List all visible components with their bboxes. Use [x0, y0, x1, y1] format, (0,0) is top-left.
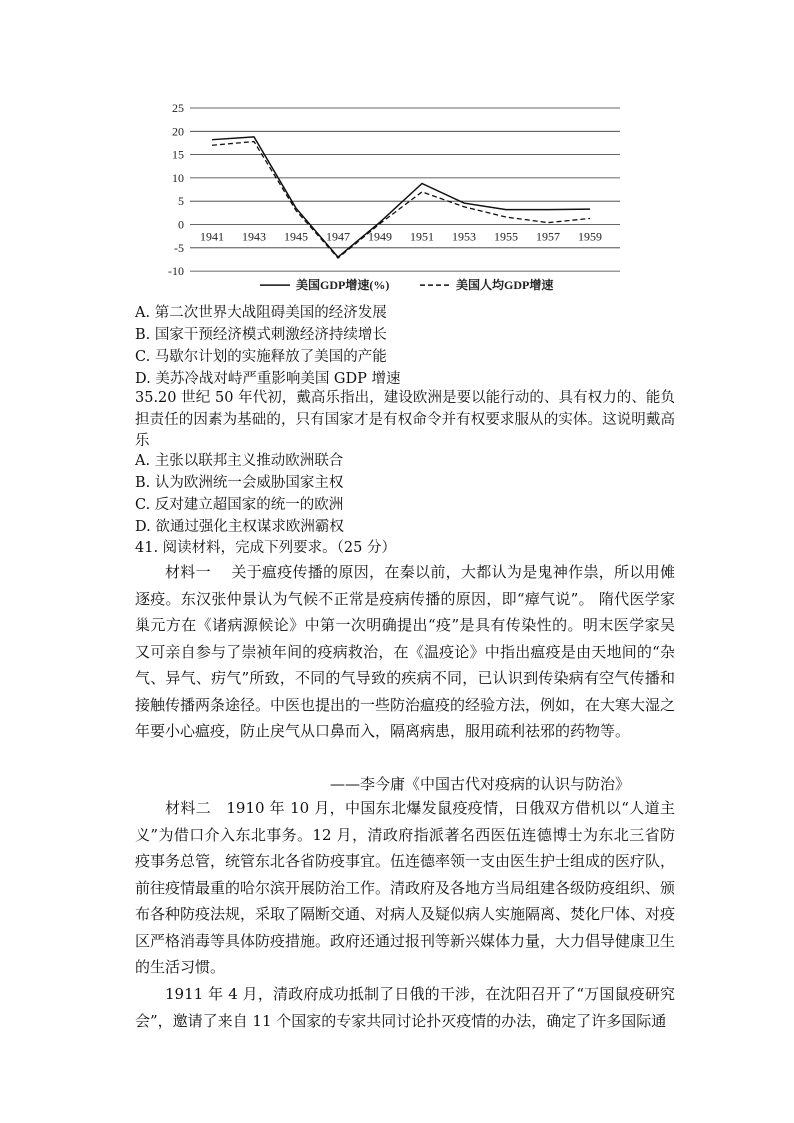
- q35-option-b: B. 认为欧洲统一会威胁国家主权: [135, 475, 344, 491]
- x-axis-tick-labels: [200, 230, 602, 244]
- y-tick-label: 5: [178, 194, 184, 209]
- x-tick-label: 1945: [284, 229, 308, 244]
- y-tick-label: -10: [168, 264, 184, 279]
- q34-option-a: A. 第二次世界大战阻碍美国的经济发展: [135, 305, 387, 321]
- chart-legend: [260, 277, 553, 292]
- y-tick-label: 20: [172, 124, 184, 139]
- q35-stem: 35.20 世纪 50 年代初，戴高乐指出，建设欧洲是要以能行动的、具有权力的、能负担责任的因素为基础的，只有国家才是有权命令并有权要求服从的实体。这说明戴高乐: [135, 390, 675, 449]
- x-tick-label: 1947: [326, 229, 350, 244]
- series-line-per-capita-gdp: [212, 142, 590, 259]
- gdp-growth-line-chart: [150, 96, 630, 306]
- q34-option-d: D. 美苏冷战对峙严重影响美国 GDP 增速: [135, 371, 401, 387]
- y-axis-tick-labels: [168, 101, 184, 278]
- material-2-continued: 1911 年 4 月，清政府成功抵制了日俄的干涉，在沈阳召开了“万国鼠疫研究会”，邀请了来自 11 个国家的专家共同讨论扑灭疫情的办法，确定了许多国际通: [135, 985, 675, 1030]
- q34-option-b: B. 国家干预经济模式刺激经济持续增长: [135, 327, 387, 343]
- y-tick-label: -5: [174, 240, 184, 255]
- legend-label: 美国人均GDP增速: [456, 278, 554, 293]
- x-tick-label: 1943: [242, 229, 266, 244]
- q41-heading: 41. 阅读材料，完成下列要求。（25 分）: [135, 540, 396, 556]
- material-1: 材料一 关于瘟疫传播的原因，在秦以前，大都认为是鬼神作祟，所以用傩逐疫。东汉张仲景认为气候不正常是疫病传播的原因，即“瘴气说”。 隋代医学家巢元方在《诸病源候论》中第一次明确提出“疫”是具有传染性的。明末医学家吴又可亲自参与了崇祯年间的疫病救治，在《温疫论》中指出瘟疫是由天地间的“杂气、异气、疠气”所致，不同的气导致的疾病不同，已认识到传染病有空气传播和接触传播两条途径。中医也提出的一些防治瘟疫的经验方法，例如，在大寒大湿之年要小心瘟疫，防止戾气从口鼻而入，隔离病患，服用疏利祛邪的药物等。: [135, 563, 676, 740]
- y-tick-label: 10: [172, 170, 184, 185]
- y-tick-label: 25: [172, 101, 184, 115]
- q35-option-a: A. 主张以联邦主义推动欧洲联合: [135, 453, 344, 469]
- q34-option-c: C. 马歇尔计划的实施释放了美国的产能: [135, 349, 387, 365]
- x-tick-label: 1953: [452, 229, 476, 244]
- y-tick-label: 15: [172, 147, 184, 162]
- x-tick-label: 1951: [410, 229, 434, 244]
- x-tick-label: 1955: [494, 229, 518, 244]
- x-tick-label: 1949: [368, 229, 392, 244]
- chart-series-lines: [212, 137, 590, 258]
- material-1-source: ——李今庸《中国古代对疫病的认识与防治》: [330, 775, 631, 793]
- material-2: 材料二 1910 年 10 月，中国东北爆发鼠疫疫情，日俄双方借机以“人道主义”为借口介入东北事务。12 月，清政府指派著名西医伍连德博士为东北三省防疫事务总管，统管东北各省防疫事宜。伍连德率领一支由医生护士组成的医疗队，前往疫情最重的哈尔滨开展防治工作。清政府及各地方当局组建各级防疫组织、颁布各种防疫法规，采取了隔断交通、对病人及疑似病人实施隔离、焚化尸体、对疫区严格消毒等具体防疫措施。政府还通过报刊等新兴媒体力量，大力倡导健康卫生的生活习惯。: [135, 799, 676, 976]
- x-tick-label: 1957: [536, 229, 560, 244]
- x-tick-label: 1959: [578, 229, 602, 244]
- y-tick-label: 0: [178, 217, 184, 232]
- chart-gridlines: [190, 108, 620, 271]
- q35-option-c: C. 反对建立超国家的统一的欧洲: [135, 497, 344, 513]
- legend-label: 美国GDP增速(%): [296, 278, 390, 293]
- x-tick-label: 1941: [200, 229, 224, 244]
- q35-option-d: D. 欲通过强化主权谋求欧洲霸权: [135, 519, 344, 535]
